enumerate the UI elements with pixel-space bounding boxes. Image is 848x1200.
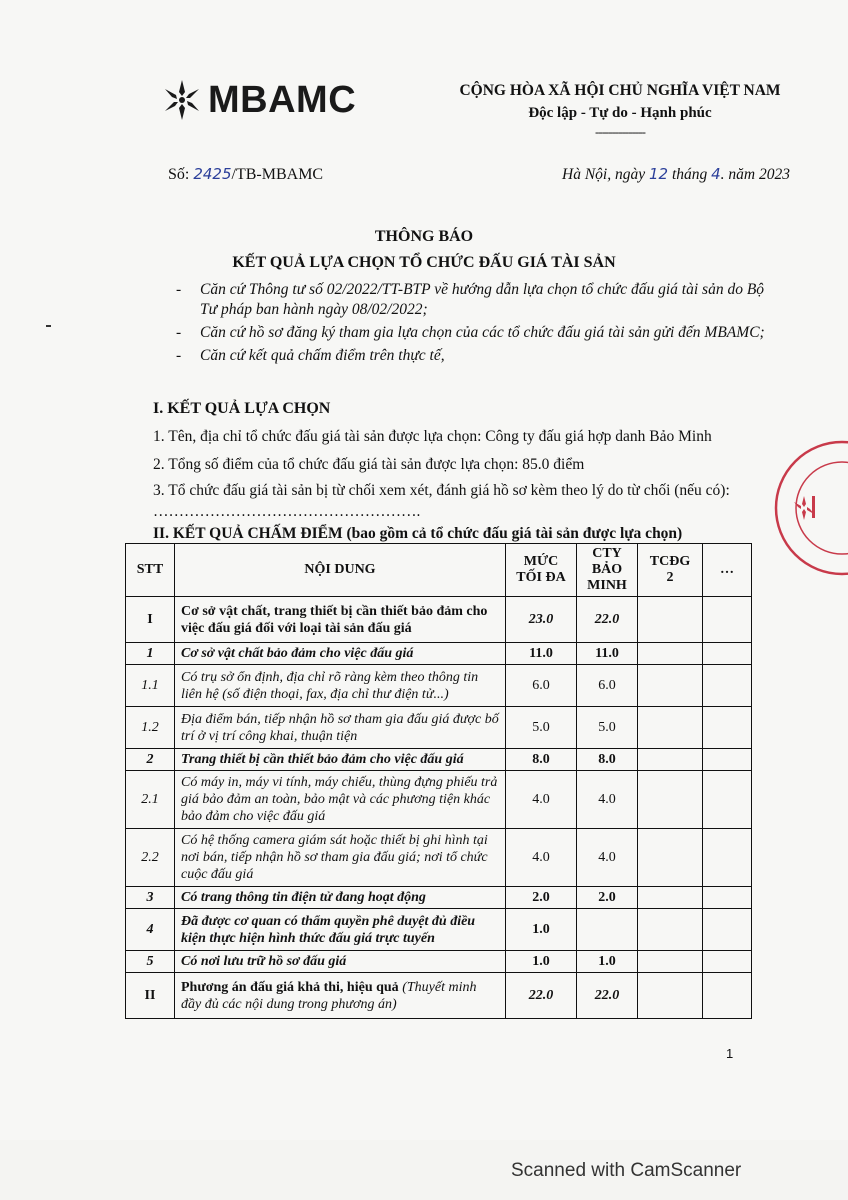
section-2-title: II. KẾT QUẢ CHẤM ĐIỂM [153,525,343,542]
total-score: 2. Tổng số điểm của tổ chức đấu giá tài sản được lựa chọn: 85.0 điểm [153,456,585,473]
company-logo [162,78,356,122]
header-cty-bao-minh: CTY BẢO MINH [577,544,638,597]
table-row: I Cơ sở vật chất, trang thiết bị cần thiết bảo đảm cho việc đấu giá đối với loại tài sản đấu giá 23.0 22.0 [126,597,752,643]
header-max: MỨC TỐI ĐA [506,544,577,597]
header-tcdg-2: TCĐG 2 [638,544,703,597]
section-2-note: (bao gồm cả tổ chức đấu giá tài sản được lựa chọn) [342,525,683,542]
country-name: CỘNG HÒA XÃ HỘI CHỦ NGHĨA VIỆT NAM [459,82,781,99]
document-subtitle: KẾT QUẢ LỰA CHỌN TỔ CHỨC ĐẤU GIÁ TÀI SẢN [232,254,616,271]
document-title: THÔNG BÁO [374,228,474,245]
table-row: 1 Cơ sở vật chất bảo đảm cho việc đấu giá 11.0 11.0 [126,643,752,665]
legal-basis-list [176,280,766,369]
motto-separator: --------------- [595,124,645,139]
legal-basis-item: - Căn cứ Thông tư số 02/2022/TT-BTP về hướng dẫn lựa chọn tổ chức đấu giá tài sản do Bộ Tư pháp ban hành ngày 08/02/2022; [176,281,765,318]
table-row: 2 Trang thiết bị cần thiết bảo đảm cho việc đấu giá 8.0 8.0 [126,749,752,771]
score-table [125,543,752,1019]
company-seal-stamp [772,438,848,578]
selected-organization: 1. Tên, địa chỉ tổ chức đấu giá tài sản được lựa chọn: Công ty đấu giá hợp danh Bảo Minh [153,428,712,445]
header-more: … [703,544,752,597]
header-content: NỘI DUNG [175,544,506,597]
table-row: 1.1 Có trụ sở ổn định, địa chỉ rõ ràng kèm theo thông tin liên hệ (số điện thoại, fax, địa chỉ thư điện tử...) 6.0 6.0 [126,665,752,707]
table-row: 5 Có nơi lưu trữ hồ sơ đấu giá 1.0 1.0 [126,951,752,973]
document-date [562,165,790,184]
document-number [168,165,323,184]
number-suffix: /TB-MBAMC [231,166,324,183]
national-header [440,82,800,140]
number-prefix: Số: [168,166,194,183]
rejected-organizations: 3. Tổ chức đấu giá tài sản bị từ chối xem xét, đánh giá hồ sơ kèm theo lý do từ chối (nếu có): ……………………………………………. [153,482,730,520]
date-mid: tháng [668,166,712,183]
date-prefix: Hà Nội, ngày [562,166,649,183]
motto: Độc lập - Tự do - Hạnh phúc [528,105,712,121]
handwritten-month: 4 [711,165,721,183]
page-number: 1 [726,1046,734,1061]
logo-text: MBAMC [208,78,357,121]
table-row: 2.2 Có hệ thống camera giám sát hoặc thiết bị ghi hình tại nơi bán, tiếp nhận hồ sơ tham gia đấu giá; nơi tổ chức cuộc đấu giá 4.0 4.0 [126,829,752,887]
mbamc-logo-icon [162,78,202,122]
date-suffix: . năm 2023 [720,166,790,183]
table-row: 2.1 Có máy in, máy vi tính, máy chiếu, thùng đựng phiếu trả giá bảo đảm an toàn, bảo mật và các phương tiện khác bảo đảm cho việc đấu giá 4.0 4.0 [126,771,752,829]
legal-basis-item: - Căn cứ hồ sơ đăng ký tham gia lựa chọn của các tổ chức đấu giá tài sản gửi đến MBAMC; [176,324,765,341]
section-1-heading: I. KẾT QUẢ LỰA CHỌN [153,400,331,417]
scanner-watermark: Scanned with CamScanner [511,1160,742,1181]
table-row: 1.2 Địa điểm bán, tiếp nhận hồ sơ tham gia đấu giá được bố trí ở vị trí công khai, thuận tiện 5.0 5.0 [126,707,752,749]
table-row: 4 Đã được cơ quan có thẩm quyền phê duyệt đủ điều kiện thực hiện hình thức đấu giá trực tuyến 1.0 [126,909,752,951]
scan-artifact [46,325,51,327]
section-2-heading [153,525,682,543]
legal-basis-item: - Căn cứ kết quả chấm điểm trên thực tế, [176,347,445,364]
header-stt: STT [126,544,175,597]
table-row: II Phương án đấu giá khả thi, hiệu quả (Thuyết minh đầy đủ các nội dung trong phương án) 22.0 22.0 [126,973,752,1019]
table-header-row [126,544,752,597]
handwritten-day: 12 [648,165,669,183]
handwritten-number: 2425 [193,165,232,183]
table-row: 3 Có trang thông tin điện tử đang hoạt động 2.0 2.0 [126,887,752,909]
